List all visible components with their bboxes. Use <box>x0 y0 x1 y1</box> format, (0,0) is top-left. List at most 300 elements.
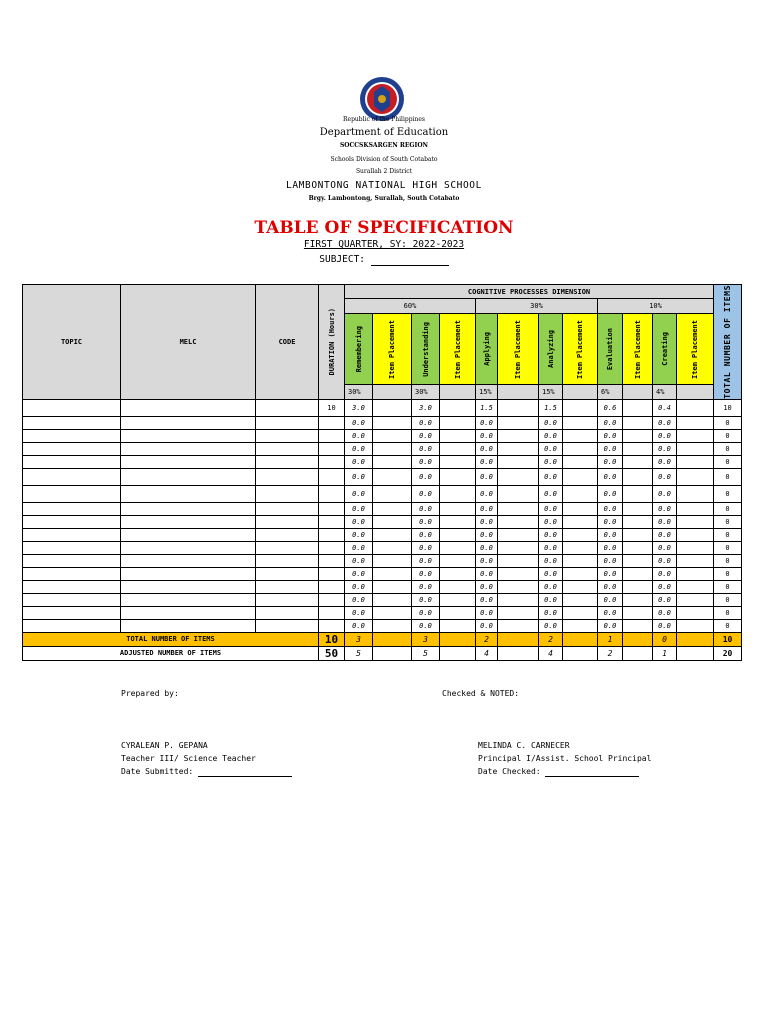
level-value-cell: 0.0 <box>476 429 498 442</box>
placement-cell <box>440 515 476 528</box>
placement-cell <box>373 541 412 554</box>
duration-cell <box>319 606 345 619</box>
level-understanding: Understanding <box>412 313 440 384</box>
level-value-cell: 0.0 <box>476 554 498 567</box>
placement-cell <box>677 442 714 455</box>
level-value-cell: 0.0 <box>598 541 623 554</box>
melc-cell <box>121 455 256 468</box>
level-value-cell: 0.0 <box>653 554 677 567</box>
placement-cell <box>498 580 539 593</box>
placement-blank <box>440 385 476 400</box>
level-value-cell: 0.0 <box>412 528 440 541</box>
level-value-cell: 0.0 <box>476 567 498 580</box>
placement-cell <box>677 554 714 567</box>
duration-cell <box>319 528 345 541</box>
level-value-cell: 0.0 <box>653 606 677 619</box>
level-value-cell: 0.0 <box>345 541 373 554</box>
placement-cell <box>498 416 539 429</box>
placement-cell <box>623 429 653 442</box>
checked-label: Checked & NOTED: <box>442 689 520 698</box>
col-duration: DURATION (Hours) <box>319 285 345 400</box>
placement-cell <box>498 468 539 485</box>
table-row <box>23 399 742 416</box>
placement-cell <box>440 528 476 541</box>
code-cell <box>256 554 319 567</box>
level-value-cell: 0.0 <box>598 515 623 528</box>
level-analyzing: Analyzing <box>539 313 563 384</box>
total-duration: 10 <box>319 632 345 646</box>
row-total-cell: 0 <box>714 515 742 528</box>
topic-cell <box>23 468 121 485</box>
district-text: Surallah 2 District <box>355 168 413 175</box>
level-value-cell: 0.0 <box>412 619 440 632</box>
placement-cell <box>498 429 539 442</box>
placement-cell <box>373 632 412 646</box>
duration-cell <box>319 485 345 502</box>
placement-cell <box>563 502 598 515</box>
table-row <box>23 606 742 619</box>
topic-cell <box>23 429 121 442</box>
level-value-cell: 0.0 <box>653 541 677 554</box>
duration-cell <box>319 515 345 528</box>
level-value-cell: 0.0 <box>412 606 440 619</box>
table-row <box>23 455 742 468</box>
placement-cell <box>498 502 539 515</box>
checker-name: MELINDA C. CARNECER <box>478 741 570 750</box>
level-value-cell: 0.0 <box>476 593 498 606</box>
code-cell <box>256 580 319 593</box>
subject-label: SUBJECT: <box>319 254 366 265</box>
level-value-cell: 0.0 <box>598 593 623 606</box>
placement-cell <box>677 515 714 528</box>
melc-cell <box>121 528 256 541</box>
code-cell <box>256 541 319 554</box>
code-cell <box>256 468 319 485</box>
placement-cell <box>440 468 476 485</box>
total-row-value: 3 <box>345 632 373 646</box>
melc-cell <box>121 416 256 429</box>
placement-cell <box>498 541 539 554</box>
level-value-cell: 0.0 <box>476 502 498 515</box>
placement-cell <box>498 646 539 660</box>
col-code: CODE <box>256 285 319 400</box>
placement-cell <box>373 502 412 515</box>
placement-cell <box>563 646 598 660</box>
placement-blank <box>623 385 653 400</box>
placement-cell <box>623 593 653 606</box>
level-value-cell: 0.0 <box>598 606 623 619</box>
placement-cell <box>677 468 714 485</box>
placement-cell <box>623 554 653 567</box>
duration-cell <box>319 554 345 567</box>
level-value-cell: 0.0 <box>539 416 563 429</box>
placement-cell <box>440 455 476 468</box>
level-value-cell: 0.0 <box>653 502 677 515</box>
level-value-cell: 0.0 <box>412 580 440 593</box>
placement-cell <box>373 567 412 580</box>
placement-cell <box>623 485 653 502</box>
level-value-cell: 0.0 <box>653 515 677 528</box>
level-value-cell: 0.0 <box>653 593 677 606</box>
prepared-label: Prepared by: <box>121 689 179 698</box>
placement-cell <box>677 399 714 416</box>
preparer-title: Teacher III/ Science Teacher <box>121 754 256 763</box>
adjusted-row-label: ADJUSTED NUMBER OF ITEMS <box>23 646 319 660</box>
level-value-cell: 1.5 <box>476 399 498 416</box>
level-value-cell: 0.0 <box>598 416 623 429</box>
code-cell <box>256 606 319 619</box>
melc-cell <box>121 580 256 593</box>
topic-cell <box>23 502 121 515</box>
date-checked: Date Checked: <box>478 767 639 777</box>
melc-cell <box>121 567 256 580</box>
placement-cell <box>373 554 412 567</box>
table-row <box>23 429 742 442</box>
placement-cell <box>563 455 598 468</box>
placement-cell <box>623 606 653 619</box>
total-row-value: 3 <box>412 632 440 646</box>
code-cell <box>256 502 319 515</box>
table-row <box>23 442 742 455</box>
division-text: Schools Division of South Cotabato <box>330 156 438 163</box>
placement-cell <box>373 429 412 442</box>
placement-cell <box>623 515 653 528</box>
placement-cell <box>677 606 714 619</box>
level-value-cell: 0.0 <box>345 442 373 455</box>
placement-cell <box>440 399 476 416</box>
placement-cell <box>623 646 653 660</box>
placement-cell <box>440 554 476 567</box>
level-value-cell: 0.0 <box>539 485 563 502</box>
duration-cell: 10 <box>319 399 345 416</box>
level-value-cell: 0.0 <box>476 528 498 541</box>
placement-cell <box>563 606 598 619</box>
table-row <box>23 593 742 606</box>
row-total-cell: 0 <box>714 619 742 632</box>
duration-cell <box>319 416 345 429</box>
placement-cell <box>440 606 476 619</box>
placement-cell <box>440 580 476 593</box>
level-value-cell: 0.0 <box>412 468 440 485</box>
specification-table <box>22 284 742 661</box>
level-value-cell: 0.0 <box>598 619 623 632</box>
level-value-cell: 0.0 <box>345 528 373 541</box>
code-cell <box>256 485 319 502</box>
level-value-cell: 0.0 <box>345 455 373 468</box>
placement-cell <box>563 442 598 455</box>
col-topic: TOPIC <box>23 285 121 400</box>
level-evaluation: Evaluation <box>598 313 623 384</box>
row-total-cell: 0 <box>714 468 742 485</box>
item-placement-header: Item Placement <box>440 313 476 384</box>
subject-line <box>0 254 768 266</box>
placement-cell <box>373 606 412 619</box>
placement-cell <box>498 455 539 468</box>
level-applying: Applying <box>476 313 498 384</box>
placement-cell <box>563 485 598 502</box>
item-placement-header: Item Placement <box>677 313 714 384</box>
level-value-cell: 0.0 <box>598 502 623 515</box>
level-remembering: Remembering <box>345 313 373 384</box>
placement-cell <box>373 468 412 485</box>
topic-cell <box>23 399 121 416</box>
table-row <box>23 580 742 593</box>
placement-cell <box>498 554 539 567</box>
level-value-cell: 0.0 <box>539 606 563 619</box>
level-value-cell: 0.0 <box>412 429 440 442</box>
placement-cell <box>563 468 598 485</box>
level-value-cell: 0.0 <box>539 567 563 580</box>
placement-cell <box>623 442 653 455</box>
level-value-cell: 0.0 <box>412 485 440 502</box>
level-value-cell: 0.0 <box>653 442 677 455</box>
placement-cell <box>373 646 412 660</box>
placement-cell <box>677 416 714 429</box>
code-cell <box>256 399 319 416</box>
placement-cell <box>563 429 598 442</box>
placement-cell <box>623 632 653 646</box>
level-value-cell: 0.0 <box>598 528 623 541</box>
school-name: LAMBONTONG NATIONAL HIGH SCHOOL <box>286 180 482 191</box>
placement-cell <box>498 593 539 606</box>
level-creating: Creating <box>653 313 677 384</box>
level-value-cell: 0.0 <box>539 429 563 442</box>
level-value-cell: 0.0 <box>345 416 373 429</box>
placement-cell <box>677 528 714 541</box>
placement-cell <box>373 619 412 632</box>
level-value-cell: 0.0 <box>412 593 440 606</box>
placement-cell <box>440 502 476 515</box>
level-value-cell: 0.0 <box>653 485 677 502</box>
adjusted-row-value: 4 <box>539 646 563 660</box>
item-placement-header: Item Placement <box>563 313 598 384</box>
level-value-cell: 0.0 <box>345 580 373 593</box>
placement-cell <box>498 442 539 455</box>
topic-cell <box>23 541 121 554</box>
duration-cell <box>319 541 345 554</box>
placement-cell <box>623 528 653 541</box>
level-value-cell: 0.0 <box>412 515 440 528</box>
school-address: Brgy. Lambontong, Surallah, South Cotabato <box>308 195 460 202</box>
placement-cell <box>563 554 598 567</box>
row-total-cell: 0 <box>714 606 742 619</box>
placement-blank <box>563 385 598 400</box>
duration-cell <box>319 619 345 632</box>
placement-cell <box>623 468 653 485</box>
level-value-cell: 0.0 <box>412 416 440 429</box>
placement-cell <box>498 606 539 619</box>
row-total-cell: 0 <box>714 593 742 606</box>
topic-cell <box>23 416 121 429</box>
topic-cell <box>23 528 121 541</box>
level-pct: 15% <box>539 385 563 400</box>
row-total-cell: 0 <box>714 416 742 429</box>
level-value-cell: 0.0 <box>345 429 373 442</box>
page-title: TABLE OF SPECIFICATION <box>254 218 514 238</box>
placement-cell <box>563 416 598 429</box>
placement-cell <box>440 567 476 580</box>
level-value-cell: 0.0 <box>598 468 623 485</box>
placement-blank <box>498 385 539 400</box>
placement-cell <box>563 399 598 416</box>
item-placement-header: Item Placement <box>373 313 412 384</box>
level-value-cell: 0.0 <box>476 442 498 455</box>
level-value-cell: 0.0 <box>653 619 677 632</box>
placement-cell <box>373 416 412 429</box>
code-cell <box>256 567 319 580</box>
level-value-cell: 0.0 <box>653 528 677 541</box>
total-row-value: 1 <box>598 632 623 646</box>
level-value-cell: 0.0 <box>539 442 563 455</box>
placement-cell <box>440 632 476 646</box>
placement-cell <box>563 619 598 632</box>
placement-cell <box>373 593 412 606</box>
row-total-cell: 0 <box>714 528 742 541</box>
level-value-cell: 0.0 <box>476 416 498 429</box>
level-value-cell: 0.4 <box>653 399 677 416</box>
row-total-cell: 0 <box>714 554 742 567</box>
placement-cell <box>623 567 653 580</box>
melc-cell <box>121 515 256 528</box>
melc-cell <box>121 429 256 442</box>
topic-cell <box>23 515 121 528</box>
level-value-cell: 0.0 <box>345 554 373 567</box>
placement-cell <box>498 485 539 502</box>
total-row-value: 0 <box>653 632 677 646</box>
duration-cell <box>319 429 345 442</box>
table-row <box>23 528 742 541</box>
level-pct: 30% <box>345 385 373 400</box>
level-pct: 6% <box>598 385 623 400</box>
placement-cell <box>563 580 598 593</box>
level-value-cell: 1.5 <box>539 399 563 416</box>
placement-cell <box>623 619 653 632</box>
placement-cell <box>677 646 714 660</box>
level-value-cell: 0.0 <box>653 416 677 429</box>
level-pct: 30% <box>412 385 440 400</box>
level-value-cell: 0.0 <box>345 515 373 528</box>
level-value-cell: 0.0 <box>476 455 498 468</box>
duration-cell <box>319 468 345 485</box>
placement-cell <box>623 455 653 468</box>
duration-cell <box>319 567 345 580</box>
placement-cell <box>440 593 476 606</box>
duration-cell <box>319 580 345 593</box>
level-value-cell: 0.0 <box>539 515 563 528</box>
placement-cell <box>373 485 412 502</box>
placement-cell <box>563 632 598 646</box>
code-cell <box>256 416 319 429</box>
level-value-cell: 0.0 <box>476 606 498 619</box>
level-value-cell: 0.0 <box>598 554 623 567</box>
level-value-cell: 0.6 <box>598 399 623 416</box>
level-value-cell: 0.0 <box>653 468 677 485</box>
preparer-name: CYRALEAN P. GEPANA <box>121 741 208 750</box>
region-text: SOCCSKSARGEN REGION <box>339 142 429 149</box>
subject-blank <box>371 254 449 266</box>
table-row <box>23 416 742 429</box>
level-value-cell: 0.0 <box>653 567 677 580</box>
placement-cell <box>563 541 598 554</box>
level-pct: 15% <box>476 385 498 400</box>
duration-cell <box>319 442 345 455</box>
placement-cell <box>373 455 412 468</box>
level-value-cell: 0.0 <box>412 442 440 455</box>
code-cell <box>256 528 319 541</box>
level-value-cell: 0.0 <box>539 528 563 541</box>
placement-cell <box>623 399 653 416</box>
group-pct: 30% <box>476 299 598 313</box>
adjusted-row-value: 2 <box>598 646 623 660</box>
topic-cell <box>23 442 121 455</box>
table-row <box>23 485 742 502</box>
level-pct: 4% <box>653 385 677 400</box>
adjusted-row-value: 5 <box>412 646 440 660</box>
topic-cell <box>23 580 121 593</box>
level-value-cell: 0.0 <box>412 567 440 580</box>
melc-cell <box>121 541 256 554</box>
checker-title: Principal I/Assist. School Principal <box>478 754 652 763</box>
level-value-cell: 0.0 <box>412 554 440 567</box>
placement-cell <box>677 619 714 632</box>
level-value-cell: 0.0 <box>476 485 498 502</box>
item-placement-header: Item Placement <box>498 313 539 384</box>
placement-cell <box>498 567 539 580</box>
level-value-cell: 0.0 <box>412 502 440 515</box>
adjusted-row-value: 1 <box>653 646 677 660</box>
topic-cell <box>23 567 121 580</box>
level-value-cell: 0.0 <box>476 541 498 554</box>
quarter-text: FIRST QUARTER, SY: 2022-2023 <box>303 239 465 250</box>
table-row <box>23 541 742 554</box>
melc-cell <box>121 554 256 567</box>
placement-cell <box>440 485 476 502</box>
adjusted-row-total: 20 <box>714 646 742 660</box>
level-value-cell: 0.0 <box>345 502 373 515</box>
level-value-cell: 0.0 <box>476 619 498 632</box>
row-total-cell: 0 <box>714 455 742 468</box>
placement-cell <box>563 528 598 541</box>
department-text: Department of Education <box>319 127 449 138</box>
total-row-label: TOTAL NUMBER OF ITEMS <box>23 632 319 646</box>
placement-cell <box>373 442 412 455</box>
melc-cell <box>121 606 256 619</box>
level-value-cell: 0.0 <box>598 580 623 593</box>
placement-cell <box>373 528 412 541</box>
level-value-cell: 0.0 <box>345 485 373 502</box>
adjusted-duration: 50 <box>319 646 345 660</box>
level-value-cell: 0.0 <box>653 429 677 442</box>
level-value-cell: 3.0 <box>412 399 440 416</box>
topic-cell <box>23 593 121 606</box>
adjusted-row-value: 5 <box>345 646 373 660</box>
placement-cell <box>440 429 476 442</box>
placement-cell <box>440 442 476 455</box>
group-pct: 10% <box>598 299 714 313</box>
total-row-total: 10 <box>714 632 742 646</box>
table-row <box>23 502 742 515</box>
level-value-cell: 0.0 <box>539 593 563 606</box>
placement-cell <box>677 580 714 593</box>
level-value-cell: 0.0 <box>539 541 563 554</box>
placement-cell <box>440 541 476 554</box>
placement-cell <box>677 502 714 515</box>
row-total-cell: 0 <box>714 442 742 455</box>
placement-cell <box>440 646 476 660</box>
row-total-cell: 10 <box>714 399 742 416</box>
duration-cell <box>319 593 345 606</box>
placement-cell <box>623 502 653 515</box>
